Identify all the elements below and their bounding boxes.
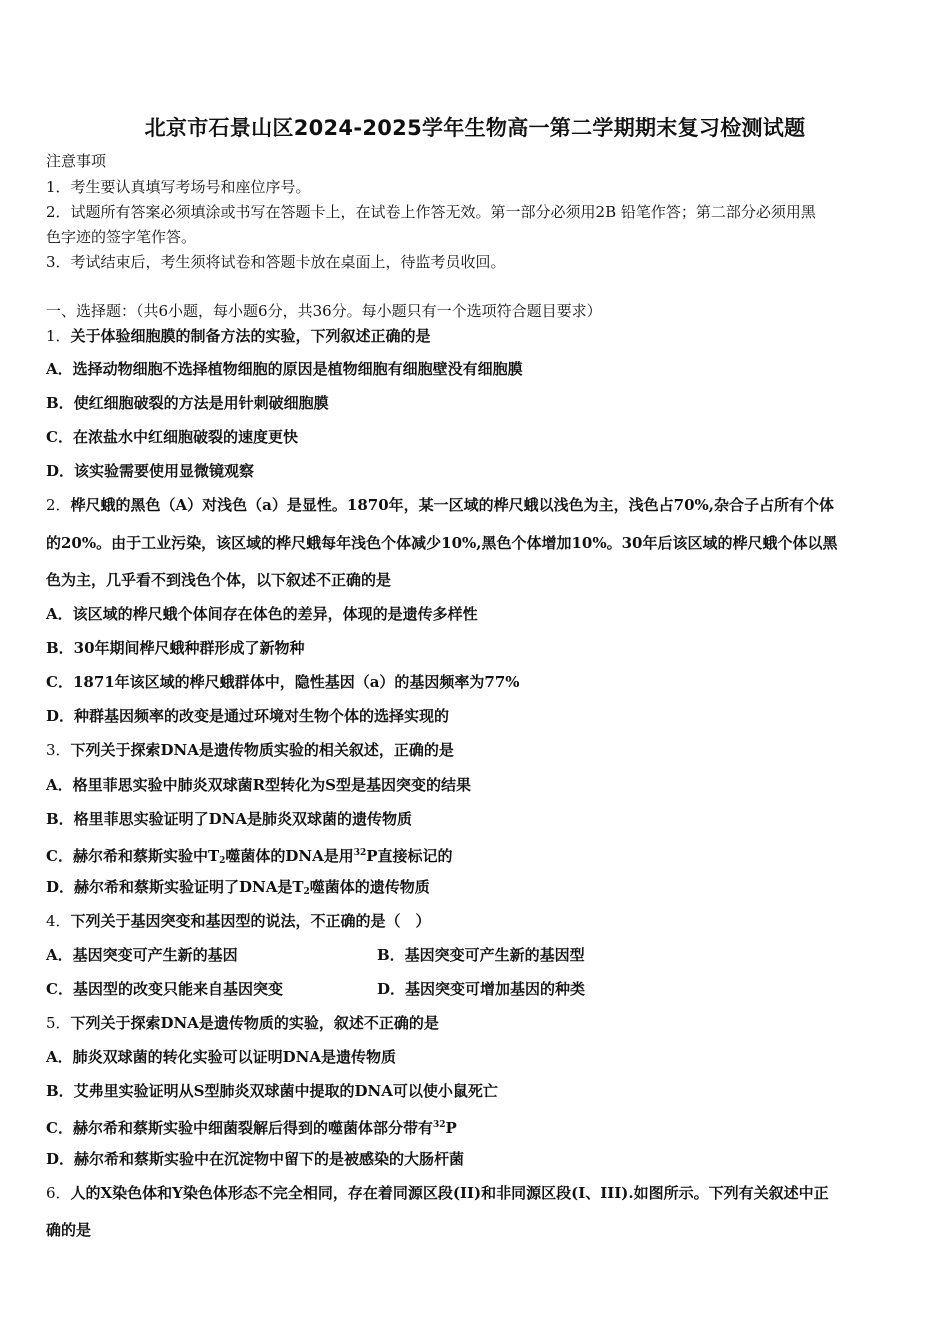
q3-option-d bbox=[46, 877, 908, 902]
question-4-stem bbox=[46, 911, 908, 931]
q4-option-b: B．基因突变可产生新的基因型 bbox=[377, 946, 585, 964]
q3-option-b: B．格里菲思实验证明了DNA是肺炎双球菌的遗传物质 bbox=[46, 810, 413, 828]
page-title: 北京市石景山区2024-2025学年生物高一第二学期期末复习检测试题 bbox=[144, 116, 806, 140]
option-text: 噬菌体的DNA是用 bbox=[225, 847, 354, 865]
question-6-stem bbox=[46, 1183, 908, 1203]
q5-option-b: B．艾弗里实验证明从S型肺炎双球菌中提取的DNA可以使小鼠死亡 bbox=[46, 1082, 498, 1100]
question-1-stem bbox=[46, 326, 908, 346]
question-text: 下列关于探索DNA是遗传物质实验的相关叙述，正确的是 bbox=[70, 741, 454, 759]
subscript: 2 bbox=[219, 856, 226, 866]
question-number: 4． bbox=[46, 912, 71, 930]
q4-option-c: C．基因型的改变只能来自基因突变 bbox=[46, 980, 283, 998]
question-2-stem bbox=[46, 495, 908, 515]
q1-option-a: A．选择动物细胞不选择植物细胞的原因是植物细胞有细胞壁没有细胞膜 bbox=[46, 360, 523, 378]
question-text: 下列关于探索DNA是遗传物质的实验，叙述不正确的是 bbox=[70, 1014, 439, 1032]
superscript: 32 bbox=[353, 848, 367, 858]
q1-option-b: B．使红细胞破裂的方法是用针刺破细胞膜 bbox=[46, 394, 329, 412]
notice-heading: 注意事项 bbox=[46, 152, 107, 170]
question-text: 关于体验细胞膜的制备方法的实验，下列叙述正确的是 bbox=[70, 327, 431, 345]
question-text: 人的X染色体和Y染色体形态不完全相同，存在着同源区段(II)和非同源区段(I、III).如图所示。下列有关叙述中正 bbox=[70, 1184, 829, 1202]
q5-option-d: D．赫尔希和蔡斯实验中在沉淀物中留下的是被感染的大肠杆菌 bbox=[46, 1150, 465, 1168]
notice-item: 色字迹的签字笔作答。 bbox=[46, 228, 197, 246]
q1-option-d: D．该实验需要使用显微镜观察 bbox=[46, 462, 255, 480]
option-text: D．赫尔希和蔡斯实验证明了DNA是T bbox=[46, 878, 304, 896]
option-text: P直接标记的 bbox=[366, 847, 453, 865]
notice-item: 1．考生要认真填写考场号和座位序号。 bbox=[46, 178, 311, 196]
option-text: 噬菌体的遗传物质 bbox=[309, 878, 430, 896]
question-text: 桦尺蛾的黑色（A）对浅色（a）是显性。1870年，某一区域的桦尺蛾以浅色为主，浅色占70%,杂合子占所有个体 bbox=[70, 496, 835, 514]
notice-item: 3．考试结束后，考生须将试卷和答题卡放在桌面上，待监考员收回。 bbox=[46, 253, 506, 271]
q1-option-c: C．在浓盐水中红细胞破裂的速度更快 bbox=[46, 428, 298, 446]
subscript: 2 bbox=[303, 887, 310, 897]
question-5-stem bbox=[46, 1013, 908, 1033]
question-number: 5． bbox=[46, 1014, 71, 1032]
option-text: C．赫尔希和蔡斯实验中T bbox=[46, 847, 220, 865]
question-6-stem-line-2: 确的是 bbox=[46, 1221, 92, 1239]
question-number: 3． bbox=[46, 741, 71, 759]
section-heading: 一、选择题：（共6小题，每小题6分，共36分。每小题只有一个选项符合题目要求） bbox=[46, 302, 602, 320]
question-3-stem bbox=[46, 740, 908, 760]
question-number: 2． bbox=[46, 496, 71, 514]
q3-option-c bbox=[46, 843, 908, 871]
q2-option-d: D．种群基因频率的改变是通过环境对生物个体的选择实现的 bbox=[46, 707, 450, 725]
q3-option-a: A．格里菲思实验中肺炎双球菌R型转化为S型是基因突变的结果 bbox=[46, 776, 471, 794]
q2-option-c: C．1871年该区域的桦尺蛾群体中，隐性基因（a）的基因频率为77% bbox=[46, 673, 520, 691]
question-text: 下列关于基因突变和基因型的说法，不正确的是（ ） bbox=[70, 912, 431, 930]
option-text: C．赫尔希和蔡斯实验中细菌裂解后得到的噬菌体部分带有 bbox=[46, 1119, 433, 1137]
question-number: 1． bbox=[46, 327, 71, 345]
q4-option-d: D．基因突变可增加基因的种类 bbox=[377, 980, 586, 998]
question-number: 6． bbox=[46, 1184, 71, 1202]
q5-option-c bbox=[46, 1115, 908, 1138]
question-2-stem-line-3: 色为主，几乎看不到浅色个体，以下叙述不正确的是 bbox=[46, 571, 392, 589]
option-text: P bbox=[445, 1119, 457, 1137]
q2-option-b: B．30年期间桦尺蛾种群形成了新物种 bbox=[46, 639, 305, 657]
q5-option-a: A．肺炎双球菌的转化实验可以证明DNA是遗传物质 bbox=[46, 1048, 396, 1066]
notice-item: 2．试题所有答案必须填涂或书写在答题卡上，在试卷上作答无效。第一部分必须用2B 铅笔作答；第二部分必须用黑 bbox=[46, 203, 816, 221]
q4-options-row-2 bbox=[46, 979, 908, 999]
q2-option-a: A．该区域的桦尺蛾个体间存在体色的差异，体现的是遗传多样性 bbox=[46, 605, 478, 623]
superscript: 32 bbox=[432, 1120, 446, 1130]
q4-options-row-1 bbox=[46, 945, 908, 965]
question-2-stem-line-2: 的20%。由于工业污染，该区域的桦尺蛾每年浅色个体减少10%,黑色个体增加10%。30年后该区域的桦尺蛾个体以黑 bbox=[46, 534, 838, 552]
q4-option-a: A．基因突变可产生新的基因 bbox=[46, 946, 238, 964]
